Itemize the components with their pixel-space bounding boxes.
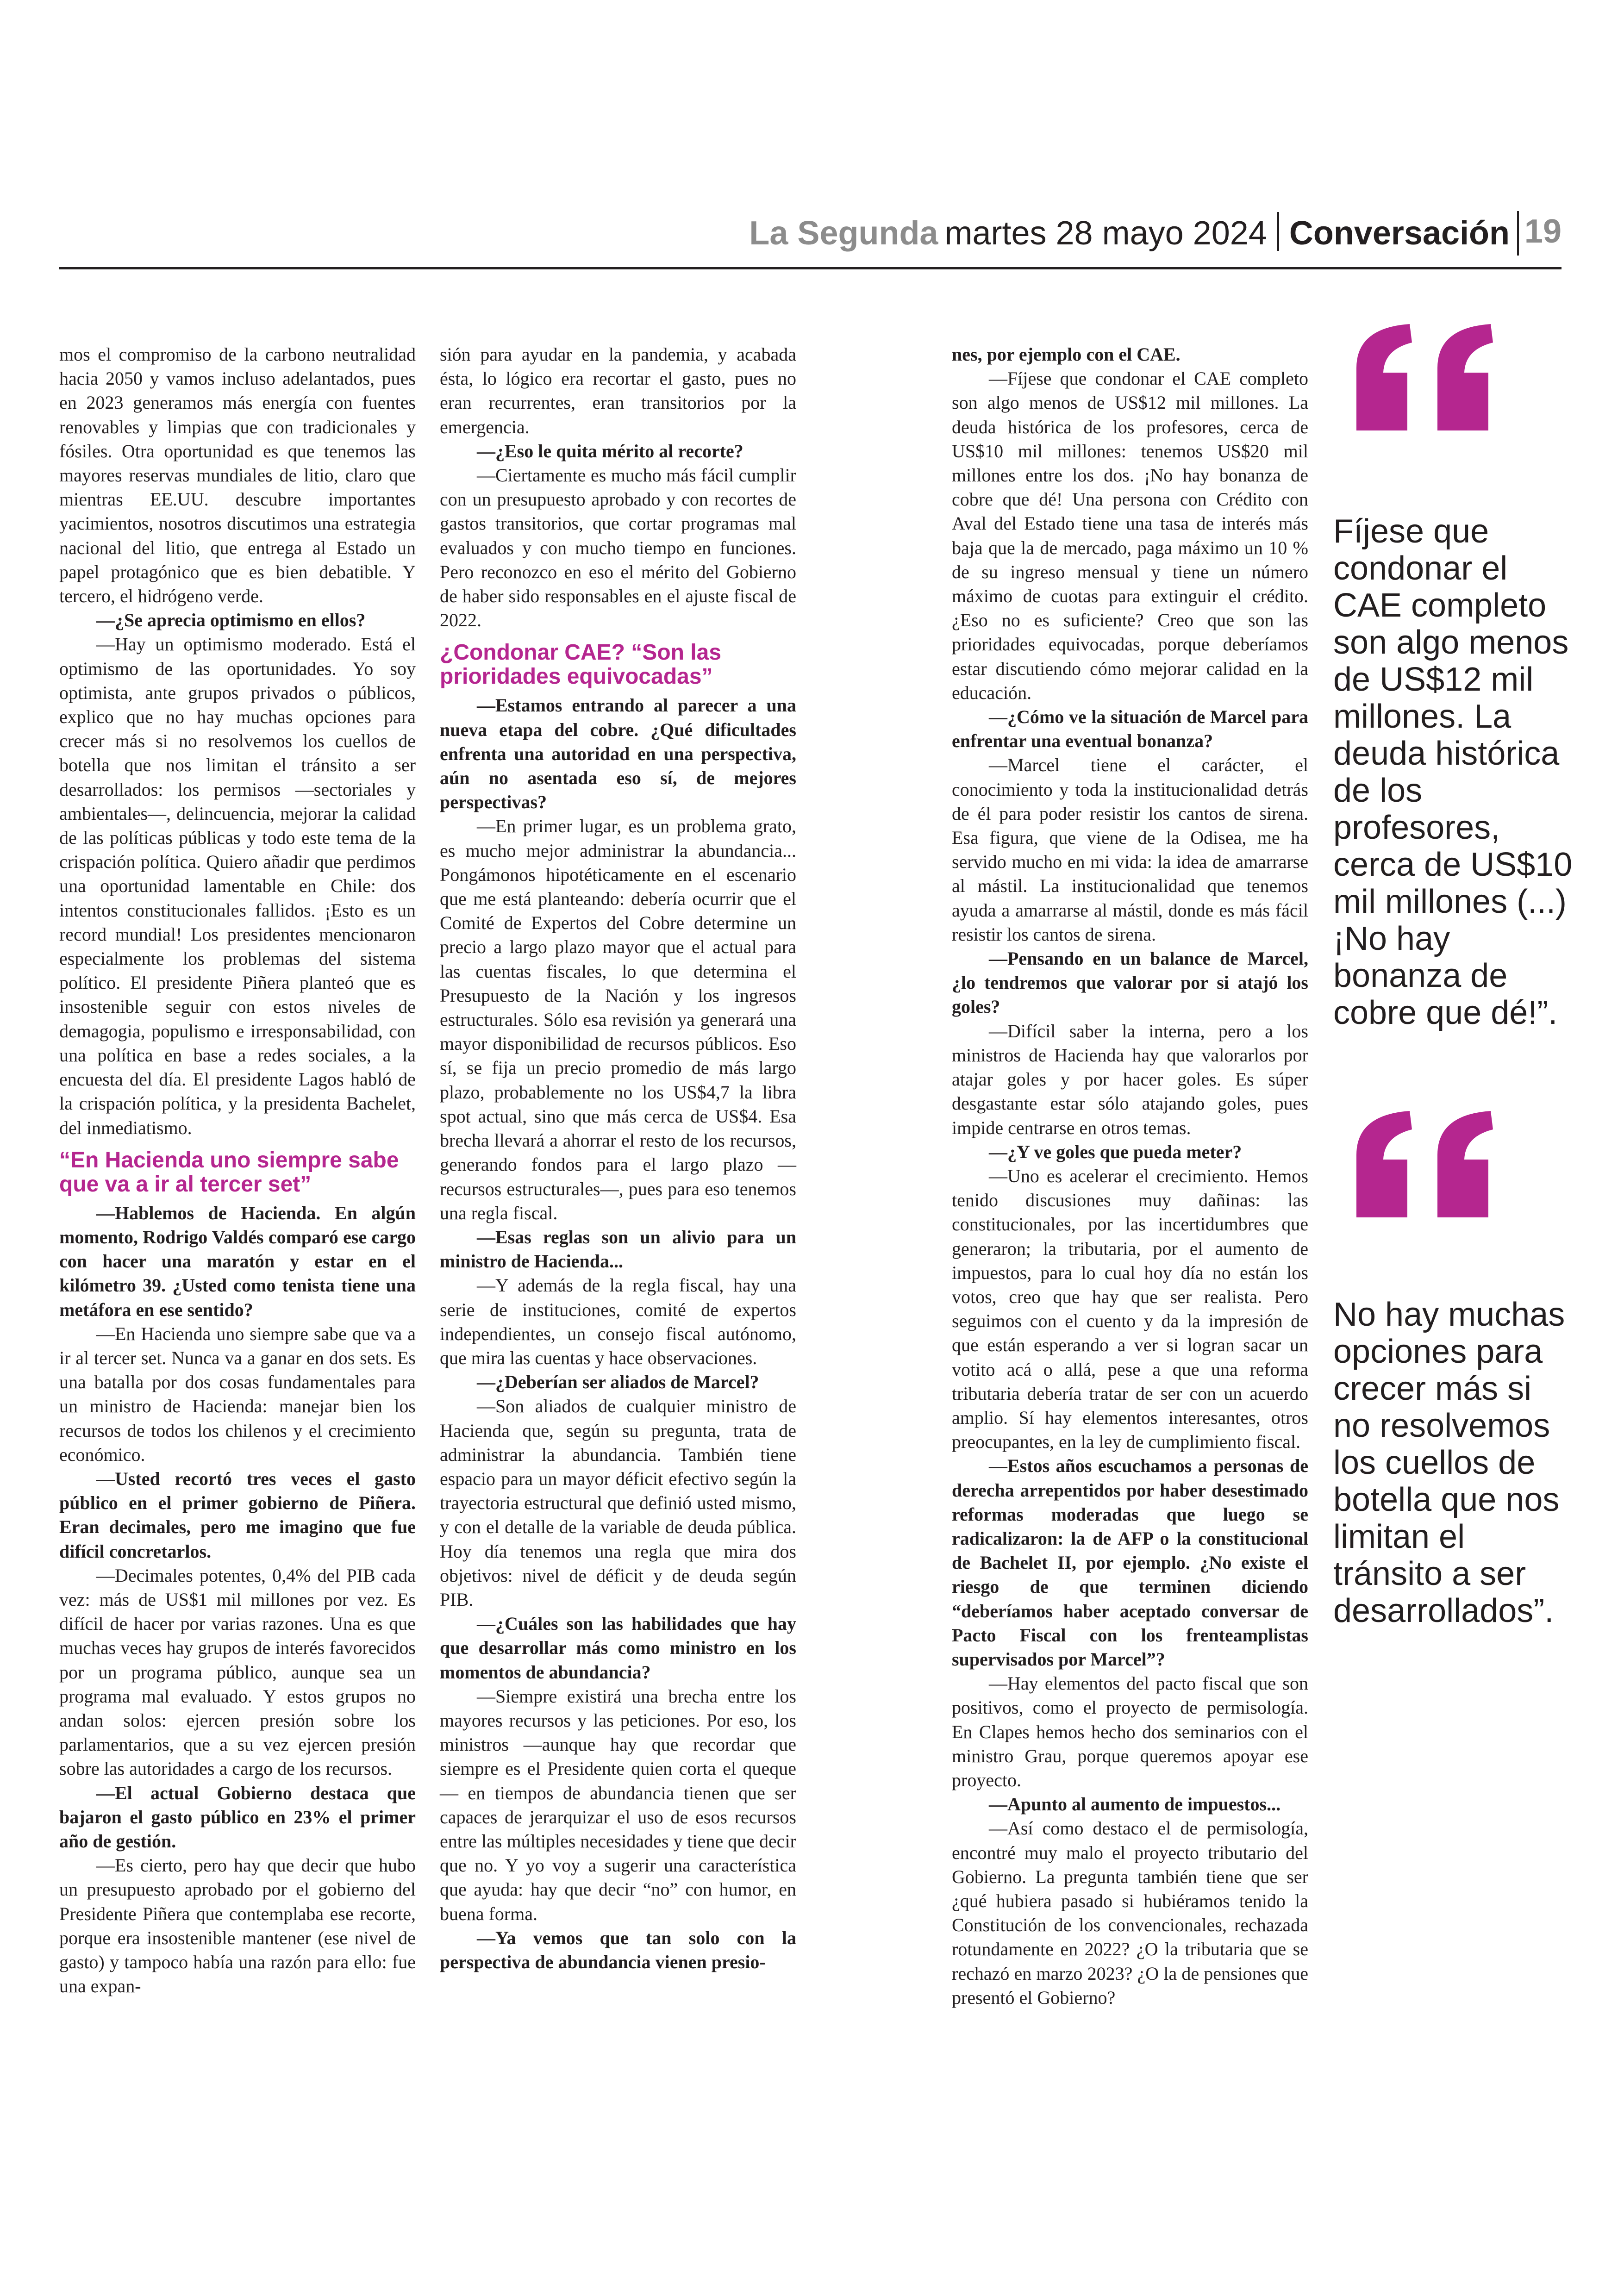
interview-question: —Estamos entrando al parecer a una nueva etapa del cobre. ¿Qué dificultades enfrenta una autoridad en una perspectiva, aún no asentada eso sí, de mejores perspectivas? <box>440 695 796 813</box>
paragraph: mos el compromiso de la carbono neutralidad hacia 2050 y vamos incluso adelantados, pues en 2023 generamos más energía con fuentes renovables y limpias que con tradicionales y fósiles. Otra oportunidad es que tenemos las mayores reservas mundiales de litio, claro que mientras EE.UU. descubre importantes yacimientos, nosotros discutimos una estrategia nacional del litio, que entrega al Estado un papel protagónico que es bien debatible. Y tercero, el hidrógeno verde. <box>59 344 416 607</box>
paragraph: —Hay un optimismo moderado. Está el optimismo de las oportunidades. Yo soy optimista, ante grupos privados o públicos, explico que no hay muchas opciones para crecer más si no resolvemos los cuellos de botella que nos limitan el tránsito a ser desarrollados: los permisos —sectoriales y ambientales—, delincuencia, mejorar la calidad de las políticas públicas y todo este tema de la crispación política. Quiero añadir que perdimos una oportunidad lamentable en Chile: dos intentos constitucionales fallidos. ¡Esto es un record mundial! Los presidentes mencionaron especialmente los problemas del sistema político. El presidente Piñera planteó que es insostenible seguir con estos niveles de demagogia, populismo e irresponsabilidad, con una política en base a redes sociales, a la encuesta del día. El presidente Lagos habló de la crispación política, y la presidenta Bachelet, del inmediatismo. <box>59 634 416 1138</box>
section-name: Conversación <box>1289 215 1510 252</box>
interview-question: —Pensando en un balance de Marcel, ¿lo tendremos que valorar por si atajó los goles? <box>952 948 1308 1017</box>
header-separator <box>1277 212 1279 251</box>
paragraph: sión para ayudar en la pandemia, y acabada ésta, lo lógico era recortar el gasto, pues no eran recurrentes, eran transitorios por la emergencia. <box>440 344 796 437</box>
page-number: 19 <box>1524 213 1562 250</box>
paragraph: —Hay elementos del pacto fiscal que son positivos, como el proyecto de permisología. En Clapes hemos hecho dos seminarios con el ministro Grau, porque queremos apoyar ese proyecto. <box>952 1673 1308 1790</box>
quote-mark-icon <box>1343 324 1509 430</box>
section-subheading: ¿Condonar CAE? “Son las prioridades equivocadas” <box>440 640 722 689</box>
header-rule <box>59 267 1562 269</box>
interview-question: —¿Cuáles son las habilidades que hay que desarrollar más como ministro en los momentos de abundancia? <box>440 1613 796 1683</box>
paragraph: —Difícil saber la interna, pero a los ministros de Hacienda hay que valorarlos por atajar goles y por hacer goles. Es súper desgastante estar sólo atajando goles, pues impide centrarse en otros temas. <box>952 1020 1308 1138</box>
interview-question: —¿Cómo ve la situación de Marcel para enfrentar una eventual bonanza? <box>952 706 1308 752</box>
interview-question: —Hablemos de Hacienda. En algún momento, Rodrigo Valdés comparó ese cargo con hacer una maratón y estar en el kilómetro 39. ¿Usted como tenista tiene una metáfora en ese sentido? <box>59 1202 416 1320</box>
article-column-1 <box>59 343 416 1998</box>
pull-quote-1: Fíjese que condonar el CAE completo son algo menos de US$12 mil millones. La deuda histórica de los profesores, cerca de US$10 mil millones (...) ¡No hay bonanza de cobre que dé!”. <box>1333 513 1573 1031</box>
interview-question: —El actual Gobierno destaca que bajaron el gasto público en 23% el primer año de gestión. <box>59 1782 416 1852</box>
paragraph: —Decimales potentes, 0,4% del PIB cada vez: más de US$1 mil millones por vez. Es difícil de hacer por varias razones. Una es que muchas veces hay grupos de interés favorecidos por un programa público, aunque sea un programa mal evaluado. Y estos grupos no andan solos: ejercen presión sobre los parlamentarios, que a su vez ejercen presión sobre las autoridades a cargo de los recursos. <box>59 1565 416 1779</box>
paragraph: —Marcel tiene el carácter, el conocimiento y toda la institucionalidad detrás de él para poder resistir los cantos de sirena. Esa figura, que viene de la Odisea, me ha servido mucho en mi vida: la idea de amarrarse al mástil. La institucionalidad que tenemos ayuda a amarrarse al mástil, donde es más fácil resistir los cantos de sirena. <box>952 755 1308 945</box>
interview-question: —¿Se aprecia optimismo en ellos? <box>96 610 366 631</box>
section-subheading: “En Hacienda uno siempre sabe que va a ir al tercer set” <box>59 1148 399 1197</box>
paragraph: —En primer lugar, es un problema grato, es mucho mejor administrar la abundancia... Pongámonos hipotéticamente en el escenario que me está planteando: debería ocurrir que el Comité de Expertos del Cobre determine un precio a largo plazo mayor que el actual para las cuentas fiscales, lo que determina el Presupuesto de la Nación y los ingresos estructurales. Sólo esa revisión ya generará una mayor disponibilidad de recursos públicos. Eso sí, se fija un precio promedio de más largo plazo, probablemente no los US$4,7 la libra spot actual, sino que más cerca de US$4. Esa brecha llevará a ahorrar el resto de los recursos, generando fondos para el largo plazo —recursos estructurales—, pues para eso tenemos una regla fiscal. <box>440 816 796 1223</box>
interview-question: —¿Deberían ser aliados de Marcel? <box>477 1372 759 1393</box>
header-text <box>749 212 1510 254</box>
interview-question: —¿Eso le quita mérito al recorte? <box>477 440 743 461</box>
header-separator <box>1517 211 1519 256</box>
paragraph: —Fíjese que condonar el CAE completo son algo menos de US$12 mil millones. La deuda histórica de los profesores, cerca de US$10 mil millones: tenemos US$20 mil millones entre los dos. ¡No hay bonanza de cobre que dé! Una persona con Crédito con Aval del Estado tiene una tasa de interés más baja que la de mercado, paga máximo un 10 % de su ingreso mensual y tiene un número máximo de cuotas para extinguir el crédito. ¿Eso no es suficiente? Creo que son las prioridades equivocadas, porque deberíamos estar discutiendo cómo mejorar calidad en la educación. <box>952 368 1308 703</box>
article-column-2 <box>440 343 796 1974</box>
paragraph: —Siempre existirá una brecha entre los mayores recursos y las peticiones. Por eso, los ministros —aunque hay que recordar que siempre es el Presidente quien corta el queque— en tiempos de abundancia tienen que ser capaces de jerarquizar el uso de esos recursos entre las múltiples necesidades y tiene que decir que no. Y yo voy a sugerir una característica que ayuda: hay que decir “no” con humor, en buena forma. <box>440 1685 796 1924</box>
interview-question: —Apunto al aumento de impuestos... <box>989 1794 1281 1815</box>
interview-question: —Ya vemos que tan solo con la perspectiva de abundancia vienen presio- <box>440 1927 796 1972</box>
interview-question: —Esas reglas son un alivio para un ministro de Hacienda... <box>440 1226 796 1272</box>
paragraph: —Uno es acelerar el crecimiento. Hemos tenido discusiones muy dañinas: las constitucionales, por las incertidumbres que generaron; la tributaria, por el aumento de impuestos, para lo cual hoy día no están los votos, creo que hay que ser realista. Pero seguimos con el cuento y da la impresión de que están esperando a ver si logran sacar un votito acá o allá, pese a que una reforma tributaria debería tratar de ser con un acuerdo amplio. Sí hay elementos interesantes, otros preocupantes, en la ley de cumplimiento fiscal. <box>952 1165 1308 1453</box>
paragraph: —En Hacienda uno siempre sabe que va a ir al tercer set. Nunca va a ganar en dos sets. Es una batalla por dos cosas fundamentales para un ministro de Hacienda: manejar bien los recursos de todos los chilenos y el crecimiento económico. <box>59 1323 416 1465</box>
quote-mark-icon <box>1343 1111 1509 1217</box>
interview-question: —Estos años escuchamos a personas de derecha arrepentidos por haber desestimado reformas moderadas que luego se radicalizaron: la de AFP o la constitucional de Bachelet II, por ejemplo. ¿No existe el riesgo de que terminen diciendo “deberíamos haber aceptado conversar de Pacto Fiscal con los frenteamplistas supervisados por Marcel”? <box>952 1455 1308 1670</box>
issue-date: martes 28 mayo 2024 <box>944 215 1267 252</box>
pull-quote-2: No hay muchas opciones para crecer más si no resolvemos los cuellos de botella que nos limitan el tránsito a ser desarrollados”. <box>1333 1296 1565 1629</box>
interview-question: nes, por ejemplo con el CAE. <box>952 344 1181 365</box>
interview-question: —¿Y ve goles que pueda meter? <box>989 1141 1242 1162</box>
paragraph: —Así como destaco el de permisología, encontré muy malo el proyecto tributario del Gobierno. La pregunta también tiene que ser ¿qué hubiera pasado si hubiéramos tenido la Constitución de los convencionales, rechazada rotundamente en 2022? ¿O la tributaria que se rechazó en marzo 2023? ¿O la de pensiones que presentó el Gobierno? <box>952 1818 1308 2008</box>
paragraph: —Son aliados de cualquier ministro de Hacienda que, según su pregunta, trata de administrar la abundancia. También tiene espacio para un mayor déficit efectivo según la trayectoria estructural que definió usted mismo, y con el detalle de la variable de deuda pública. Hoy día tenemos una regla que mira dos objetivos: nivel de déficit y de deuda según PIB. <box>440 1396 796 1610</box>
paragraph: —Es cierto, pero hay que decir que hubo un presupuesto aprobado por el gobierno del Presidente Piñera que contemplaba ese recorte, porque era insostenible mantener (ese nivel de gasto) y tampoco había una razón para ello: fue una expan- <box>59 1855 416 1997</box>
article-column-3 <box>952 343 1308 2010</box>
publication-name: La Segunda <box>749 215 938 252</box>
interview-question: —Usted recortó tres veces el gasto público en el primer gobierno de Piñera. Eran decimales, pero me imagino que fue difícil concretarlos. <box>59 1468 416 1562</box>
paragraph: —Y además de la regla fiscal, hay una serie de instituciones, comité de expertos independientes, un consejo fiscal autónomo, que mira las cuentas y hace observaciones. <box>440 1275 796 1368</box>
page-header <box>59 204 1562 269</box>
paragraph: —Ciertamente es mucho más fácil cumplir con un presupuesto aprobado y con recortes de gastos transitorios, que cortar programas mal evaluados y con mucho tiempo en funciones. Pero reconozco en eso el mérito del Gobierno de haber sido responsables en el ajuste fiscal de 2022. <box>440 465 796 631</box>
